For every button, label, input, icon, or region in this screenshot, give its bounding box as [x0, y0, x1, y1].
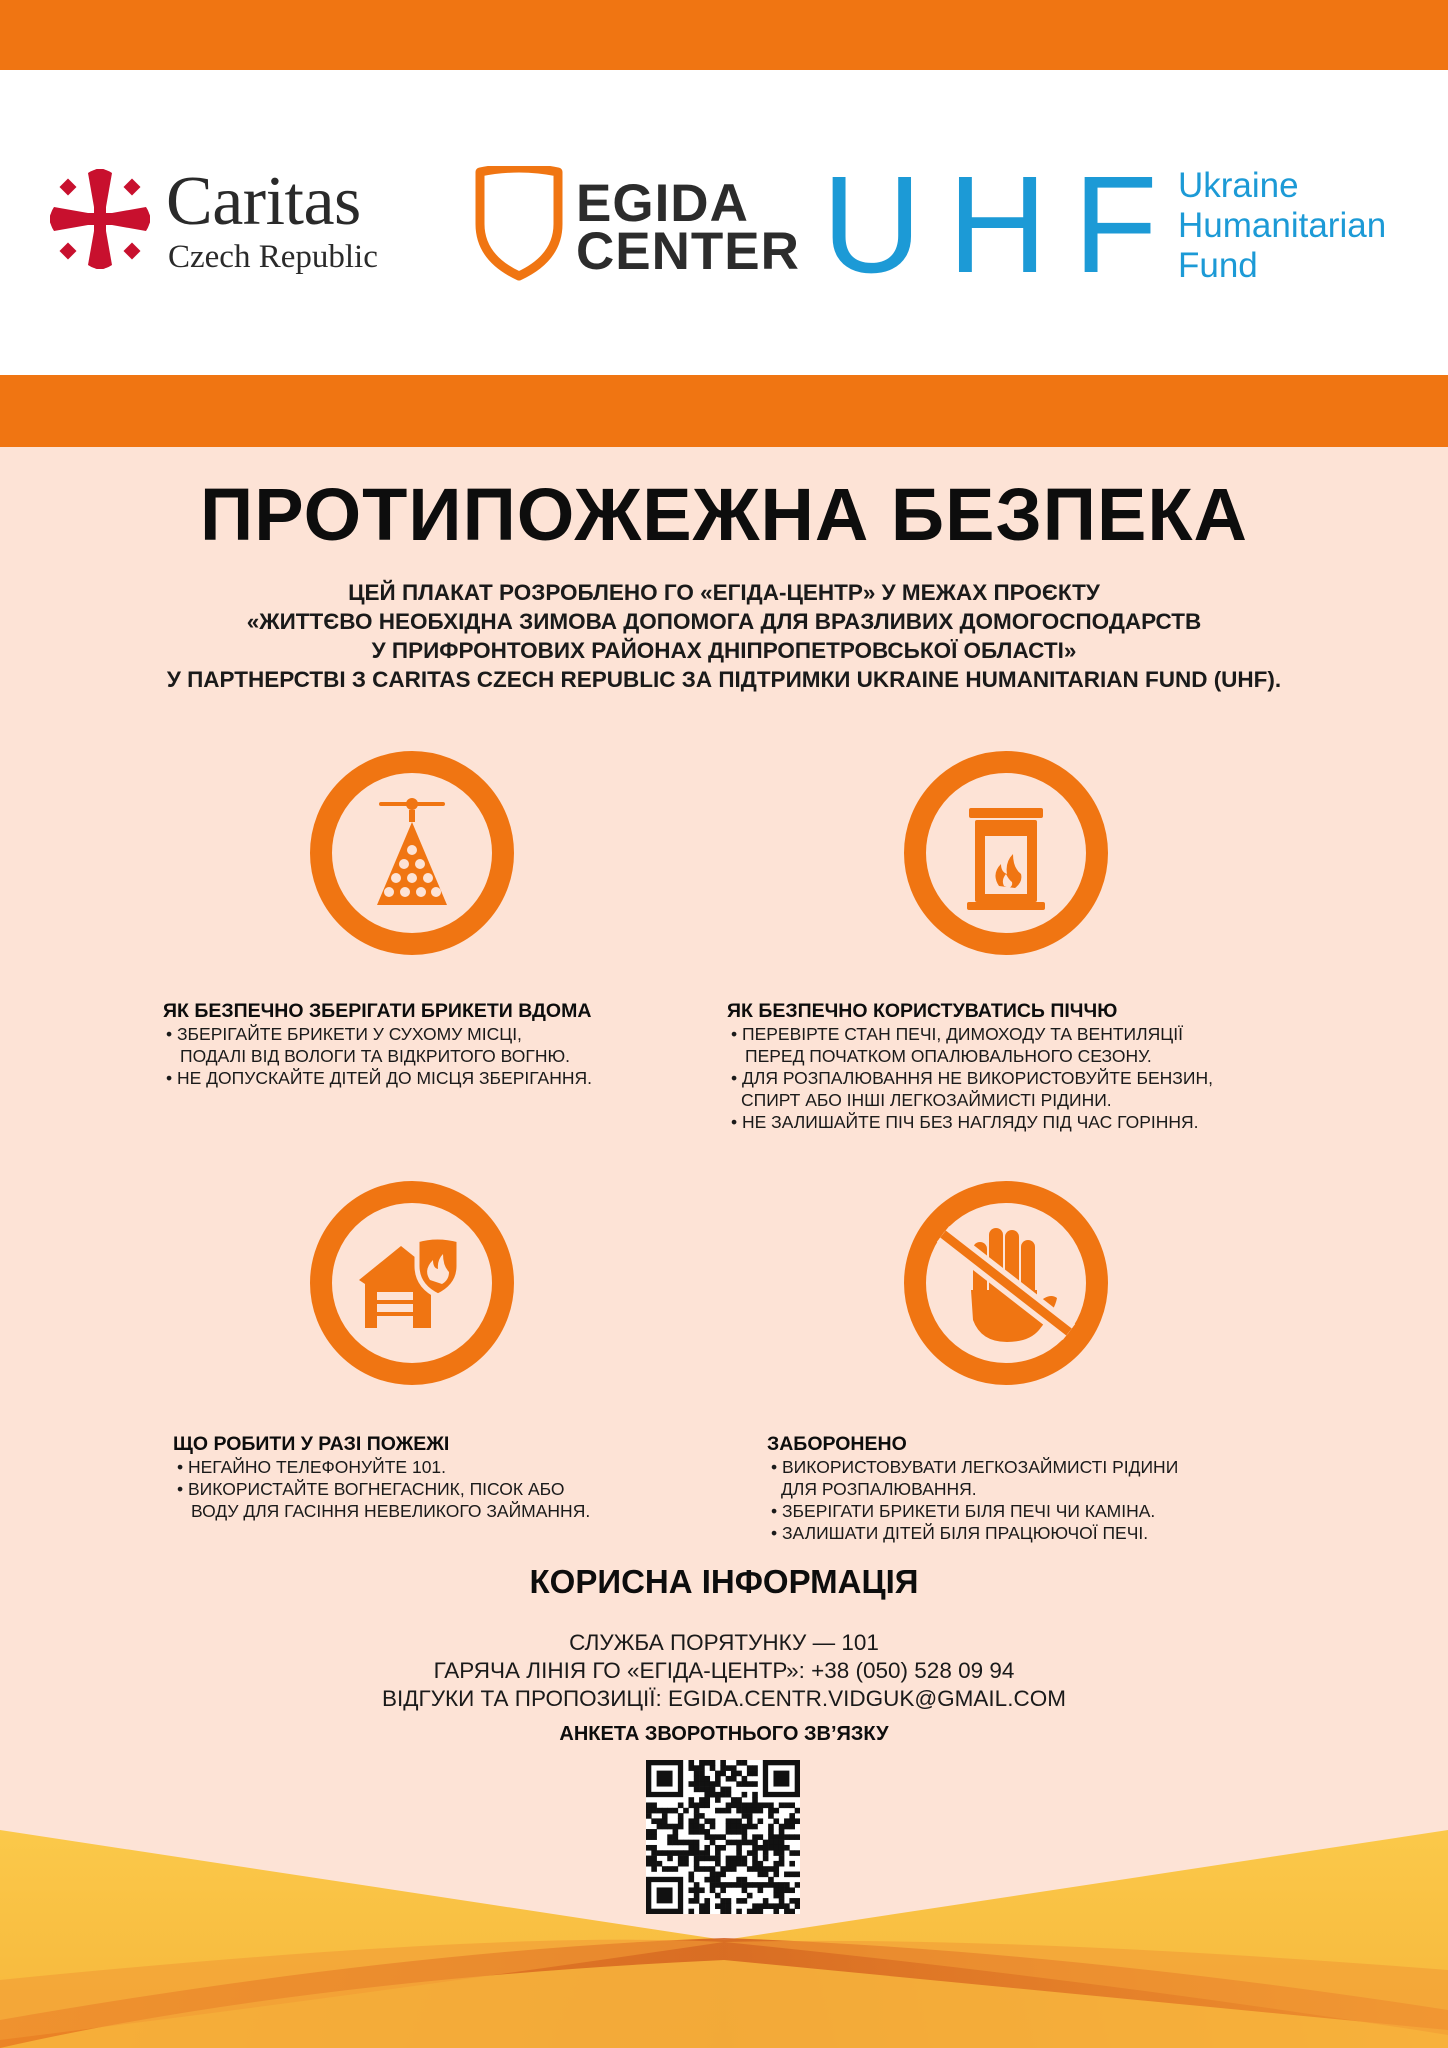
caritas-cross-icon: [48, 167, 152, 271]
caritas-logo: [48, 165, 428, 285]
block-title: ЯК БЕЗПЕЧНО КОРИСТУВАТИСЬ ПІЧЧЮ: [727, 1000, 1118, 1022]
block-line: • ЗАЛИШАТИ ДІТЕЙ БІЛЯ ПРАЦЮЮЧОЇ ПЕЧІ.: [771, 1523, 1149, 1543]
intro-line: ЦЕЙ ПЛАКАТ РОЗРОБЛЕНО ГО «ЕГІДА-ЦЕНТР» У МЕЖАХ ПРОЄКТУ: [348, 580, 1100, 605]
info-lines: [0, 1629, 1448, 1713]
intro-text: [0, 578, 1448, 694]
info-line-email[interactable]: ВІДГУКИ ТА ПРОПОЗИЦІЇ: EGIDA.CENTR.VIDGUK@GMAIL.COM: [382, 1686, 1066, 1711]
block-line: • ВИКОРИСТАЙТЕ ВОГНЕГАСНИК, ПІСОК АБО: [177, 1479, 565, 1499]
block-line: • ЗБЕРІГАЙТЕ БРИКЕТИ У СУХОМУ МІСЦІ,: [166, 1024, 522, 1044]
uhf-line2: Humanitarian: [1178, 206, 1387, 245]
egida-logo: [474, 166, 800, 286]
block-line: • НЕ ЗАЛИШАЙТЕ ПІЧ БЕЗ НАГЛЯДУ ПІД ЧАС ГОРІННЯ.: [731, 1112, 1199, 1132]
uhf-logo: [822, 148, 1422, 302]
info-title: КОРИСНА ІНФОРМАЦІЯ: [529, 1563, 919, 1600]
block-title: ЗАБОРОНЕНО: [767, 1433, 907, 1455]
block-line: ПЕРЕД ПОЧАТКОМ ОПАЛЮВАЛЬНОГО СЕЗОНУ.: [745, 1046, 1152, 1066]
block-line: ВОДУ ДЛЯ ГАСІННЯ НЕВЕЛИКОГО ЗАЙМАННЯ.: [191, 1501, 591, 1521]
top-orange-band: [0, 0, 1448, 70]
briquettes-storage-icon: [309, 750, 515, 956]
block-line: • ЗБЕРІГАТИ БРИКЕТИ БІЛЯ ПЕЧІ ЧИ КАМІНА.: [771, 1501, 1156, 1521]
fire-block: [173, 1432, 590, 1522]
egida-line1: EGIDA: [576, 174, 749, 233]
intro-line: «ЖИТТЄВО НЕОБХІДНА ЗИМОВА ДОПОМОГА ДЛЯ ВРАЗЛИВИХ ДОМОГОСПОДАРСТВ: [246, 609, 1202, 634]
egida-line2: CENTER: [576, 222, 800, 281]
block-line: • НЕГАЙНО ТЕЛЕФОНУЙТЕ 101.: [177, 1457, 447, 1477]
block-line: • ПЕРЕВІРТЕ СТАН ПЕЧІ, ДИМОХОДУ ТА ВЕНТИЛЯЦІЇ: [731, 1024, 1183, 1044]
block-line: • ДЛЯ РОЗПАЛЮВАННЯ НЕ ВИКОРИСТОВУЙТЕ БЕНЗИН,: [731, 1068, 1213, 1088]
forbidden-block: [767, 1432, 1178, 1544]
block-line: • НЕ ДОПУСКАЙТЕ ДІТЕЙ ДО МІСЦЯ ЗБЕРІГАННЯ.: [166, 1068, 593, 1088]
uhf-acronym: UHF: [822, 148, 1184, 302]
block-line: ПОДАЛІ ВІД ВОЛОГИ ТА ВІДКРИТОГО ВОГНЮ.: [180, 1046, 571, 1066]
block-line: • ВИКОРИСТОВУВАТИ ЛЕГКОЗАЙМИСТІ РІДИНИ: [771, 1457, 1179, 1477]
caritas-subtitle: Czech Republic: [168, 239, 378, 275]
poster-title: ПРОТИПОЖЕЖНА БЕЗПЕКА: [200, 473, 1248, 556]
uhf-full-name: [1178, 166, 1386, 286]
prohibited-hand-icon: [903, 1180, 1109, 1386]
storage-block: [163, 999, 592, 1089]
info-line-hotline: ГАРЯЧА ЛІНІЯ ГО «ЕГІДА-ЦЕНТР»: +38 (050) 528 09 94: [433, 1658, 1015, 1683]
survey-label: АНКЕТА ЗВОРОТНЬОГО ЗВ’ЯЗКУ: [559, 1723, 889, 1745]
fireplace-icon: [903, 750, 1109, 956]
egida-shield-icon: [474, 166, 564, 282]
intro-line: У ПАРТНЕРСТВІ З CARITAS CZECH REPUBLIC ЗА ПІДТРИМКИ UKRAINE HUMANITARIAN FUND (UHF).: [166, 667, 1282, 692]
block-title: ЩО РОБИТИ У РАЗІ ПОЖЕЖІ: [173, 1433, 450, 1455]
middle-orange-band: [0, 375, 1448, 447]
block-line: СПИРТ АБО ІНШІ ЛЕГКОЗАЙМИСТІ РІДИНИ.: [741, 1090, 1112, 1110]
uhf-line3: Fund: [1178, 246, 1258, 285]
info-line-rescue: СЛУЖБА ПОРЯТУНКУ — 101: [569, 1630, 879, 1655]
block-title: ЯК БЕЗПЕЧНО ЗБЕРІГАТИ БРИКЕТИ ВДОМА: [163, 1000, 592, 1022]
caritas-name: Caritas: [166, 163, 361, 240]
block-line: ДЛЯ РОЗПАЛЮВАННЯ.: [781, 1479, 977, 1499]
house-fire-shield-icon: [309, 1180, 515, 1386]
intro-line: У ПРИФРОНТОВИХ РАЙОНАХ ДНІПРОПЕТРОВСЬКОЇ ОБЛАСТІ»: [371, 638, 1077, 663]
uhf-line1: Ukraine: [1178, 166, 1299, 205]
qr-code-icon[interactable]: [646, 1760, 800, 1914]
stove-block: [727, 999, 1213, 1133]
